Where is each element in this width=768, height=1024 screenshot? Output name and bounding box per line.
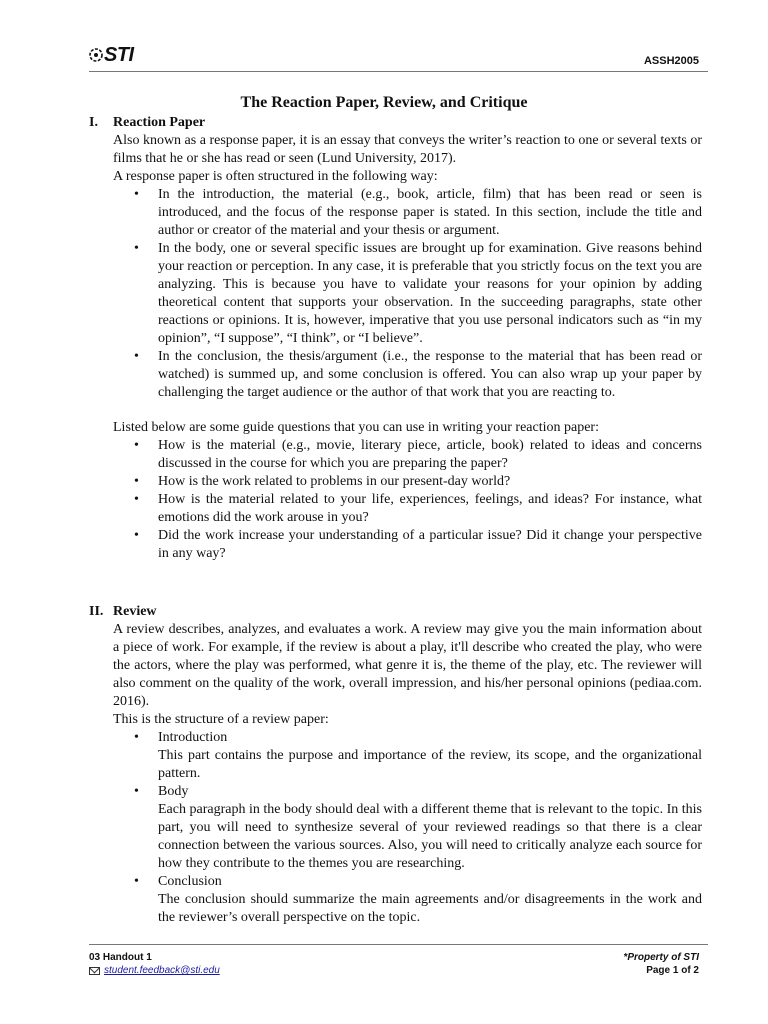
section-intro: A review describes, analyzes, and evaluates a work. A review may give you the main information about a piece of work. For example, if the review is about a play, it'll describe who created the play, who were the actors, where the play was performed, what genre it is, the theme of the play, etc. The reviewer will also comment on the quality of the work, overall impression, and his/her personal opinions (pediaa.com. 2016). bbox=[113, 622, 702, 709]
list-item: • How is the material related to your life, experiences, feelings, and ideas? For instance, what emotions did the work arouse in you? bbox=[113, 491, 702, 527]
logo-text: STI bbox=[104, 43, 134, 66]
footer-left bbox=[89, 952, 220, 976]
item-text: The conclusion should summarize the main agreements and/or disagreements in the work and the reviewer’s overall perspective on the topic. bbox=[158, 892, 702, 925]
guide-lead: Listed below are some guide questions that you can use in writing your reaction paper: bbox=[113, 420, 599, 435]
mail-icon bbox=[89, 967, 100, 975]
section-number: I. bbox=[89, 115, 98, 130]
guide-questions-list bbox=[113, 437, 702, 563]
list-item bbox=[113, 729, 702, 783]
review-structure-list bbox=[113, 729, 702, 927]
feedback-email-link[interactable]: student.feedback@sti.edu bbox=[104, 965, 220, 976]
section-intro: Also known as a response paper, it is an essay that conveys the writer’s reaction to one or several texts or films that he or she has read or seen (Lund University, 2017). bbox=[113, 133, 702, 166]
item-label: • Body bbox=[158, 784, 189, 799]
section-number: II. bbox=[89, 604, 104, 619]
item-label: • Introduction bbox=[158, 730, 228, 745]
section-review bbox=[89, 603, 702, 927]
item-text: This part contains the purpose and importance of the review, its scope, and the organizational pattern. bbox=[158, 748, 702, 781]
section-heading bbox=[89, 603, 702, 621]
item-label: • Conclusion bbox=[158, 874, 222, 889]
structure-list bbox=[113, 186, 702, 402]
structure-lead: This is the structure of a review paper: bbox=[113, 712, 329, 727]
handout-label: 03 Handout 1 bbox=[89, 952, 152, 963]
section-reaction-paper bbox=[89, 114, 702, 563]
list-item bbox=[113, 783, 702, 873]
section-title: Review bbox=[113, 604, 157, 619]
list-item bbox=[113, 873, 702, 927]
header-divider bbox=[89, 71, 708, 72]
structure-lead: A response paper is often structured in the following way: bbox=[113, 169, 438, 184]
list-item: • How is the work related to problems in our present-day world? bbox=[113, 473, 702, 491]
page-number: Page 1 of 2 bbox=[646, 965, 699, 976]
item-text: Each paragraph in the body should deal with a different theme that is relevant to the topic. In this part, you will need to synthesize several of your reviewed readings so that there is a clear connection between the various sources. Also, you will need to critically analyze each source for how they contribute to the themes you are researching. bbox=[158, 802, 702, 871]
footer-right bbox=[623, 952, 699, 976]
property-note: *Property of STI bbox=[623, 952, 699, 963]
sti-logo bbox=[89, 44, 134, 66]
list-item: • In the body, one or several specific issues are brought up for examination. Give reasons behind your reaction or perception. In any case, it is preferable that you strictly focus on the text you are analyzing. This is because you have to validate your reasons for your opinion by adding theoretical content that supports your observation. In the succeeding paragraphs, state other reactions or opinions. It is, however, imperative that you use personal indicators such as “in my opinion”, “I suppose”, “I think”, or “I believe”. bbox=[113, 240, 702, 348]
course-code: ASSH2005 bbox=[643, 55, 699, 67]
footer-divider bbox=[89, 944, 708, 945]
section-heading bbox=[89, 114, 702, 132]
list-item: • Did the work increase your understanding of a particular issue? Did it change your perspective in any way? bbox=[113, 527, 702, 563]
list-item: • In the conclusion, the thesis/argument (i.e., the response to the material that has been read or watched) is summed up, and some conclusion is offered. You can also wrap up your paper by challenging the target audience or the author of that work that you are reacting to. bbox=[113, 348, 702, 402]
sti-logo-icon bbox=[89, 48, 103, 62]
page-title: The Reaction Paper, Review, and Critique bbox=[240, 94, 528, 111]
section-title: Reaction Paper bbox=[113, 115, 206, 130]
list-item: • In the introduction, the material (e.g., book, article, film) that has been read or seen is introduced, and the focus of the response paper is stated. In this section, include the title and author or creator of the material and your thesis or argument. bbox=[113, 186, 702, 240]
list-item: • How is the material (e.g., movie, literary piece, article, book) related to ideas and concerns discussed in the course for which you are preparing the paper? bbox=[113, 437, 702, 473]
